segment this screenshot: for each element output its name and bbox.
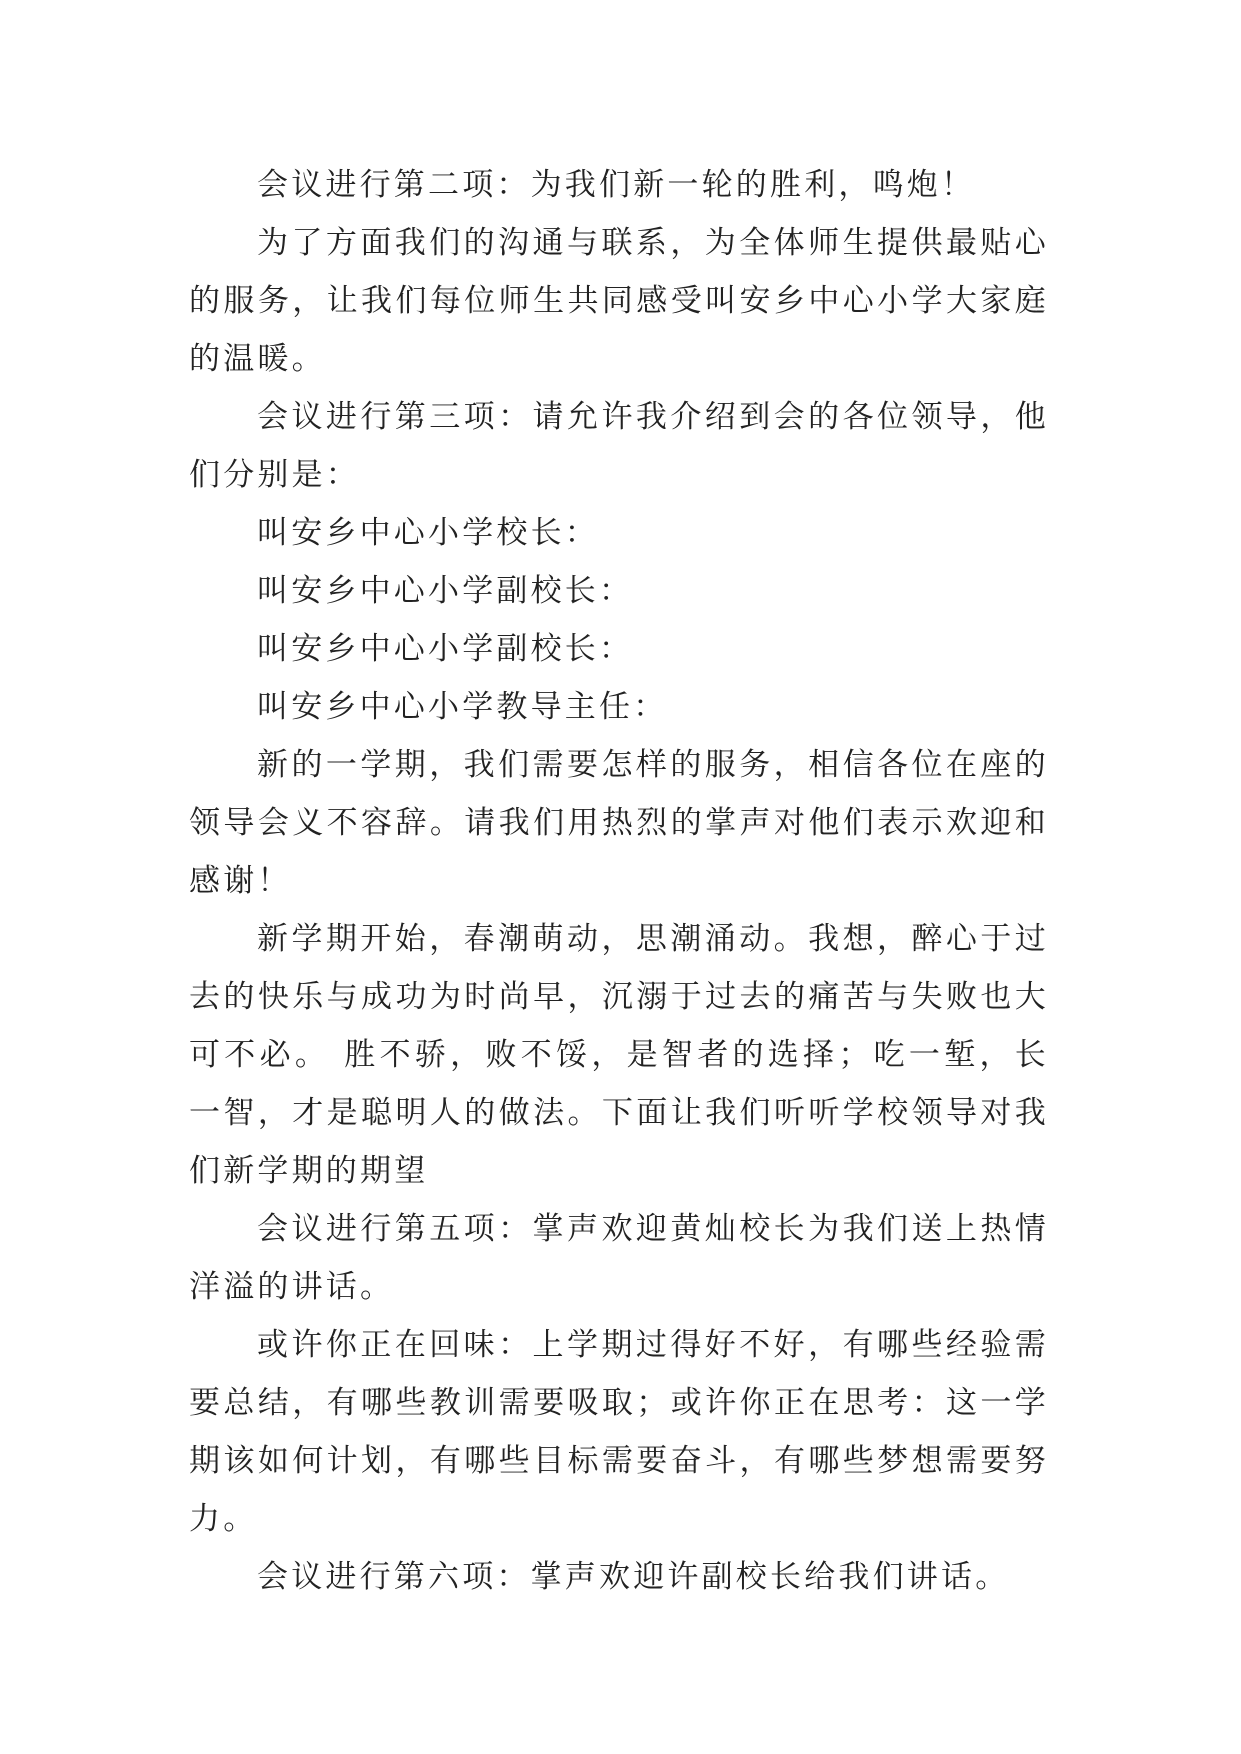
paragraph-welcome-leaders: 新的一学期，我们需要怎样的服务，相信各位在座的领导会义不容辞。请我们用热烈的掌声对他们表示欢迎和感谢！	[189, 747, 1049, 899]
paragraph-dean: 叫安乡中心小学教导主任：	[257, 689, 668, 725]
paragraph-new-semester: 新学期开始，春潮萌动，思潮涌动。我想，醉心于过去的快乐与成功为时尚早，沉溺于过去的痛苦与失败也大可不必。 胜不骄，败不馁，是智者的选择；吃一堑，长一智，才是聪明人的做法。下面让我们听听学校领导对我们新学期的期望	[189, 921, 1049, 1189]
paragraph-communication: 为了方面我们的沟通与联系，为全体师生提供最贴心的服务，让我们每位师生共同感受叫安乡中心小学大家庭的温暖。	[189, 225, 1049, 377]
paragraph-reflection: 或许你正在回味：上学期过得好不好，有哪些经验需要总结，有哪些教训需要吸取；或许你正在思考：这一学期该如何计划，有哪些目标需要奋斗，有哪些梦想需要努力。	[189, 1327, 1049, 1537]
paragraph-item-three: 会议进行第三项：请允许我介绍到会的各位领导，他们分别是：	[189, 399, 1049, 493]
paragraph-vice-principal-1: 叫安乡中心小学副校长：	[257, 573, 634, 609]
paragraph-item-five: 会议进行第五项：掌声欢迎黄灿校长为我们送上热情洋溢的讲话。	[189, 1211, 1049, 1305]
paragraph-principal: 叫安乡中心小学校长：	[257, 515, 599, 551]
paragraph-vice-principal-2: 叫安乡中心小学副校长：	[257, 631, 634, 667]
document-body	[189, 156, 1049, 1606]
paragraph-item-two: 会议进行第二项：为我们新一轮的胜利，鸣炮！	[257, 167, 976, 203]
paragraph-item-six: 会议进行第六项：掌声欢迎许副校长给我们讲话。	[257, 1559, 1010, 1595]
